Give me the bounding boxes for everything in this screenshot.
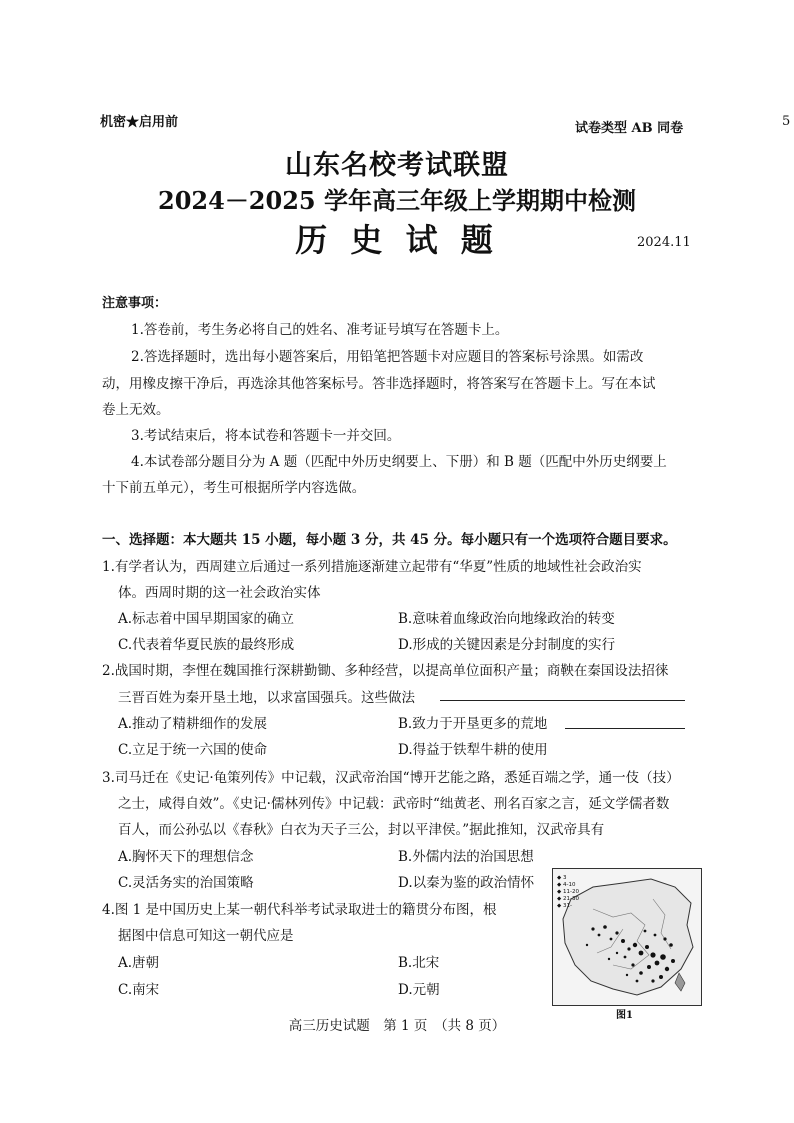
secrecy-label: 机密★启用前 xyxy=(100,115,179,130)
exam-title: 2024－2025 学年高三年级上学期期中检测 xyxy=(158,186,636,215)
notice-line: 卷上无效。 xyxy=(102,402,170,418)
question-2-stem: 2.战国时期，李悝在魏国推行深耕勤锄、多种经营，以提高单位面积产量；商鞅在秦国设法招徕 xyxy=(102,663,669,679)
option-D[interactable]: D.元朝 xyxy=(398,982,440,998)
question-3-stem: 百人，而公孙弘以《春秋》白衣为天子三公，封以平津侯。”据此推知，汉武帝具有 xyxy=(118,822,605,838)
option-B[interactable]: B.意味着血缘政治向地缘政治的转变 xyxy=(398,611,615,627)
option-A[interactable]: A.胸怀天下的理想信念 xyxy=(118,849,254,865)
option-B[interactable]: B.致力于开垦更多的荒地 xyxy=(398,716,548,732)
option-C[interactable]: C.立足于统一六国的使命 xyxy=(118,742,268,758)
option-C[interactable]: C.南宋 xyxy=(118,982,160,998)
paper-type-label: 试卷类型 AB 同卷 xyxy=(575,121,684,136)
exam-date: 2024.11 xyxy=(637,235,691,250)
question-1-stem: 1.有学者认为，西周建立后通过一系列措施逐渐建立起带有“华夏”性质的地域性社会政治实 xyxy=(102,559,642,575)
option-A[interactable]: A.标志着中国早期国家的确立 xyxy=(118,611,295,627)
notice-line: 4.本试卷部分题目分为 A 题（匹配中外历史纲要上、下册）和 B 题（匹配中外历史纲要上 xyxy=(131,454,667,470)
legend-item: ◆ 4-10 xyxy=(557,882,576,888)
option-D[interactable]: D.得益于铁犁牛耕的使用 xyxy=(398,742,548,758)
question-3-stem: 之士，咸得自效”。《史记·儒林列传》中记载：武帝时“绌黄老、刑名百家之言，延文学儒者数 xyxy=(118,796,670,812)
corner-mark: 5 xyxy=(782,114,791,129)
question-1-stem: 体。西周时期的这一社会政治实体 xyxy=(118,585,321,601)
figure-1-map xyxy=(552,868,702,1006)
figure-1-label: 图1 xyxy=(616,1010,633,1021)
notice-line: 2.答选择题时，选出每小题答案后，用铅笔把答题卡对应题目的答案标号涂黑。如需改 xyxy=(131,349,644,365)
legend-item: ◆ 21-30 xyxy=(557,896,579,902)
subject-title: 历 史 试 题 xyxy=(295,221,499,259)
question-2-stem: 三晋百姓为秦开垦土地，以求富国强兵。这些做法 xyxy=(118,690,415,706)
section-heading: 一、选择题：本大题共 15 小题，每小题 3 分，共 45 分。每小题只有一个选项符合题目要求。 xyxy=(102,532,677,548)
option-A[interactable]: A.推动了精耕细作的发展 xyxy=(118,716,268,732)
question-4-stem: 4.图 1 是中国历史上某一朝代科举考试录取进士的籍贯分布图，根 xyxy=(102,902,497,918)
legend-item: ◆ 11-20 xyxy=(557,889,579,895)
option-C[interactable]: C.代表着华夏民族的最终形成 xyxy=(118,637,295,653)
notice-line: 3.考试结束后，将本试卷和答题卡一并交回。 xyxy=(131,428,401,444)
legend-item: ◆ 3 xyxy=(557,875,567,881)
notice-line: 动，用橡皮擦干净后，再选涂其他答案标号。答非选择题时，将答案写在答题卡上。写在本试 xyxy=(102,376,656,392)
option-C[interactable]: C.灵活务实的治国策略 xyxy=(118,875,254,891)
scan-line xyxy=(440,700,685,701)
question-4-stem: 据图中信息可知这一朝代应是 xyxy=(118,928,294,944)
question-3-stem: 3.司马迁在《史记·龟策列传》中记载，汉武帝治国“博开艺能之路，悉延百端之学，通一伎（技） xyxy=(102,770,680,786)
alliance-title: 山东名校考试联盟 xyxy=(285,150,509,181)
page-footer: 高三历史试题 第 1 页 （共 8 页） xyxy=(288,1018,506,1034)
notice-heading: 注意事项： xyxy=(102,296,168,311)
option-B[interactable]: B.北宋 xyxy=(398,955,440,971)
option-B[interactable]: B.外儒内法的治国思想 xyxy=(398,849,534,865)
notice-line: 1.答卷前，考生务必将自己的姓名、准考证号填写在答题卡上。 xyxy=(131,322,509,338)
legend-item: ◆ 31- xyxy=(557,903,572,909)
option-A[interactable]: A.唐朝 xyxy=(118,955,160,971)
notice-line: 十下前五单元），考生可根据所学内容选做。 xyxy=(102,480,366,496)
option-D[interactable]: D.形成的关键因素是分封制度的实行 xyxy=(398,637,616,653)
scan-line xyxy=(565,728,685,729)
option-D[interactable]: D.以秦为鉴的政治情怀 xyxy=(398,875,535,891)
